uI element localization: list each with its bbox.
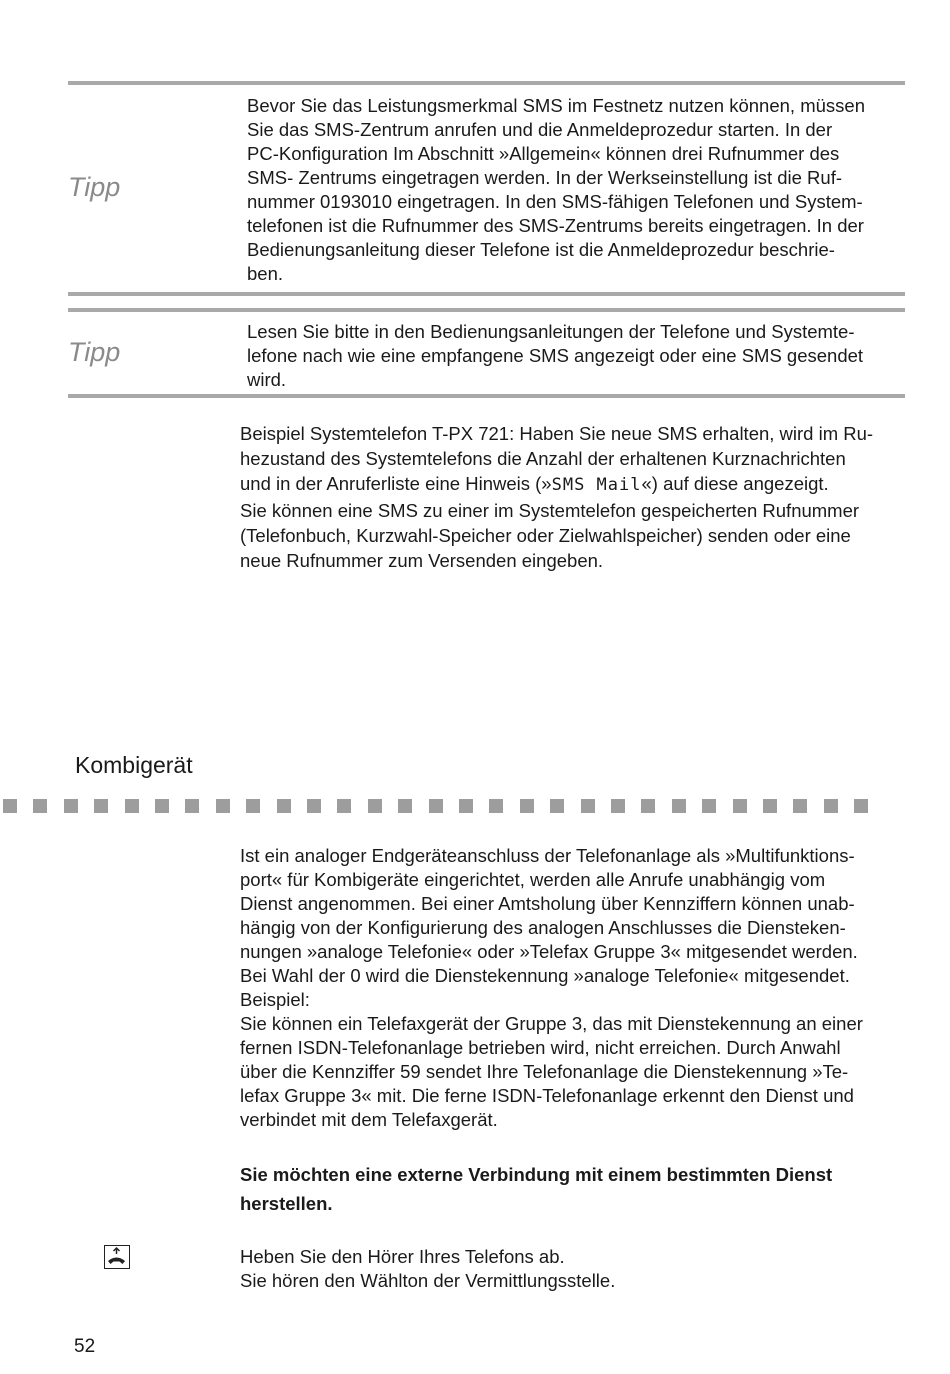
divider-square xyxy=(702,799,716,813)
divider-square xyxy=(489,799,503,813)
divider-square xyxy=(3,799,17,813)
display-text-sms-mail: SMS Mail xyxy=(551,475,642,495)
divider-square xyxy=(793,799,807,813)
divider-square xyxy=(398,799,412,813)
kombi-line: verbindet mit dem Telefaxgerät. xyxy=(240,1109,498,1130)
divider-square xyxy=(246,799,260,813)
handset-lift-icon xyxy=(104,1245,130,1269)
example-line: Sie können eine SMS zu einer im Systemtelefon gespeicherten Rufnummer xyxy=(240,500,860,521)
section-divider xyxy=(0,799,880,813)
divider-square xyxy=(216,799,230,813)
example-line: neue Rufnummer zum Versenden eingeben. xyxy=(240,550,604,571)
tipp1-line: PC-Konfiguration Im Abschnitt »Allgemein« können drei Rufnummer des xyxy=(247,143,840,164)
tipp1-line: SMS- Zentrums eingetragen werden. In der Werkseinstellung ist die Ruf- xyxy=(247,167,843,188)
divider-square xyxy=(277,799,291,813)
divider-square xyxy=(520,799,534,813)
divider-square xyxy=(581,799,595,813)
divider-square xyxy=(641,799,655,813)
kombi-line: fernen ISDN-Telefonanlage betrieben wird, nicht erreichen. Durch Anwahl xyxy=(240,1037,841,1058)
kombi-paragraph xyxy=(240,844,905,1132)
tipp1-bottom-rule xyxy=(68,292,905,296)
step-line: Sie hören den Wählton der Vermittlungsstelle. xyxy=(240,1270,616,1291)
tipp2-label: Tipp xyxy=(68,337,121,367)
divider-square xyxy=(368,799,382,813)
divider-square xyxy=(155,799,169,813)
kombi-line: hängig von der Konfigurierung des analogen Anschlusses die Diensteken- xyxy=(240,917,846,938)
instruction-line: herstellen. xyxy=(240,1193,333,1214)
kombi-line: nungen »analoge Telefonie« oder »Telefax Gruppe 3« mitgesendet werden. xyxy=(240,941,858,962)
divider-square xyxy=(672,799,686,813)
kombi-line: Ist ein analoger Endgeräteanschluss der Telefonanlage als »Multifunktions- xyxy=(240,845,855,866)
page-number: 52 xyxy=(74,1336,96,1357)
kombi-line: Sie können ein Telefaxgerät der Gruppe 3, das mit Dienstekennung an einer xyxy=(240,1013,863,1034)
tipp2-bottom-rule xyxy=(68,394,905,398)
example-line: Beispiel Systemtelefon T-PX 721: Haben Sie neue SMS erhalten, wird im Ru- xyxy=(240,423,874,444)
divider-square xyxy=(763,799,777,813)
example-paragraph xyxy=(240,421,905,573)
tipp1-text xyxy=(247,94,899,286)
divider-square xyxy=(550,799,564,813)
divider-square xyxy=(824,799,838,813)
divider-square xyxy=(854,799,868,813)
example-line: (Telefonbuch, Kurzwahl-Speicher oder Zielwahlspeicher) senden oder eine xyxy=(240,525,851,546)
divider-square xyxy=(94,799,108,813)
tipp1-line: ben. xyxy=(247,263,284,284)
tipp1-line: Bedienungsanleitung dieser Telefone ist die Anmeldeprozedur beschrie- xyxy=(247,239,835,260)
kombi-line: port« für Kombigeräte eingerichtet, werden alle Anrufe unabhängig vom xyxy=(240,869,826,890)
tipp1-line: Bevor Sie das Leistungsmerkmal SMS im Festnetz nutzen können, müssen xyxy=(247,95,865,116)
tipp1-line: nummer 0193010 eingetragen. In den SMS-fähigen Telefonen und System- xyxy=(247,191,863,212)
tipp2-top-rule xyxy=(68,308,905,312)
kombi-line: Beispiel: xyxy=(240,989,310,1010)
handset-lift-icon-graphic xyxy=(105,1246,128,1267)
step-line: Heben Sie den Hörer Ihres Telefons ab. xyxy=(240,1246,565,1267)
tipp1-top-rule xyxy=(68,81,905,85)
kombi-line: über die Kennziffer 59 sendet Ihre Telefonanlage die Dienstekennung »Te- xyxy=(240,1061,849,1082)
divider-square xyxy=(611,799,625,813)
tipp2-line: lefone nach wie eine empfangene SMS angezeigt oder eine SMS gesendet xyxy=(247,345,864,366)
tipp1-line: Sie das SMS-Zentrum anrufen und die Anmeldeprozedur starten. In der xyxy=(247,119,833,140)
kombi-line: Dienst angenommen. Bei einer Amtsholung über Kennziffern können unab- xyxy=(240,893,855,914)
divider-square xyxy=(307,799,321,813)
tipp2-text xyxy=(247,320,899,392)
instruction-heading xyxy=(240,1160,890,1218)
tipp2-line: Lesen Sie bitte in den Bedienungsanleitungen der Telefone und Systemte- xyxy=(247,321,855,342)
tipp1-line: telefonen ist die Rufnummer des SMS-Zentrums bereits eingetragen. In der xyxy=(247,215,864,236)
divider-square xyxy=(125,799,139,813)
kombi-line: Bei Wahl der 0 wird die Dienstekennung »analoge Telefonie« mitgesendet. xyxy=(240,965,850,986)
divider-square xyxy=(733,799,747,813)
step-text xyxy=(240,1245,905,1293)
example-line-start: und in der Anruferliste eine Hinweis (» xyxy=(240,473,552,494)
kombi-line: lefax Gruppe 3« mit. Die ferne ISDN-Telefonanlage erkennt den Dienst und xyxy=(240,1085,854,1106)
divider-square xyxy=(459,799,473,813)
divider-square xyxy=(337,799,351,813)
example-line: hezustand des Systemtelefons die Anzahl der erhaltenen Kurznachrichten xyxy=(240,448,846,469)
divider-square xyxy=(64,799,78,813)
example-line xyxy=(240,471,905,498)
tipp2-line: wird. xyxy=(247,369,287,390)
instruction-line: Sie möchten eine externe Verbindung mit einem bestimmten Dienst xyxy=(240,1164,833,1185)
section-title: Kombigerät xyxy=(75,752,193,778)
divider-square xyxy=(33,799,47,813)
tipp1-label: Tipp xyxy=(68,172,121,202)
divider-square xyxy=(185,799,199,813)
example-line-end: «) auf diese angezeigt. xyxy=(641,473,829,494)
divider-square xyxy=(429,799,443,813)
